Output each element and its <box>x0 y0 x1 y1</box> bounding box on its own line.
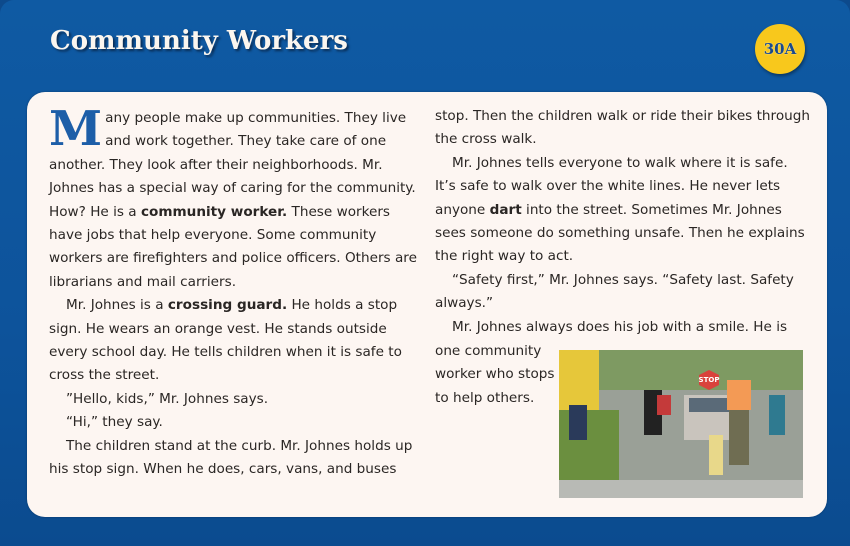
column-right <box>435 105 810 339</box>
paragraph-3: ”Hello, kids,” Mr. Johnes says. <box>66 390 269 407</box>
text: any people make up communities. They live and work together. They take care of one another. They look after their neighborhoods. Mr. Johnes has a special way of caring for the community. How? He is a <box>49 110 416 220</box>
text: Mr. Johnes is a <box>66 297 168 314</box>
paragraph-1 <box>49 101 427 294</box>
paragraph-2 <box>49 294 427 388</box>
paragraph-8-continued: one community worker who stops to help others. <box>435 343 555 406</box>
paragraph-5-continued: stop. Then the children walk or ride their bikes through the cross walk. <box>435 108 811 148</box>
photo-illustration <box>559 350 803 498</box>
paragraph-7: “Safety first,” Mr. Johnes says. “Safety last. Safety always.” <box>435 271 794 312</box>
text: He holds a stop sign. He wears an orange vest. He stands outside every school day. He tells children when it is safe to cross the street. <box>49 297 402 384</box>
crossing-guard-photo <box>559 350 803 498</box>
vocab-dart: dart <box>489 201 522 218</box>
paragraph-4: “Hi,” they say. <box>66 414 163 431</box>
column-left <box>49 101 427 482</box>
paragraph-6 <box>435 152 810 269</box>
paragraph-5: The children stand at the curb. Mr. Johnes holds up his stop sign. When he does, cars, vans, and buses <box>49 437 413 478</box>
badge-label: 30A <box>763 40 797 58</box>
text: into the street. Sometimes Mr. Johnes sees someone do something unsafe. Then he explains the right way to act. <box>435 201 805 265</box>
paragraph-8: Mr. Johnes always does his job with a smile. He is <box>452 318 788 335</box>
page-title: Community Workers <box>50 26 348 56</box>
page-badge <box>755 24 805 74</box>
vocab-crossing-guard: crossing guard. <box>167 297 288 314</box>
vocab-community-worker: community worker. <box>140 203 288 220</box>
text: These workers have jobs that help everyone. Some community workers are firefighters and police officers. Others are librarians and mail carriers. <box>49 203 417 290</box>
stop-sign-text: STOP <box>698 376 720 384</box>
text: Mr. Johnes tells everyone to walk where it is safe. It’s safe to walk over the white lines. He never lets anyone <box>435 154 788 218</box>
drop-cap: M <box>49 101 103 157</box>
